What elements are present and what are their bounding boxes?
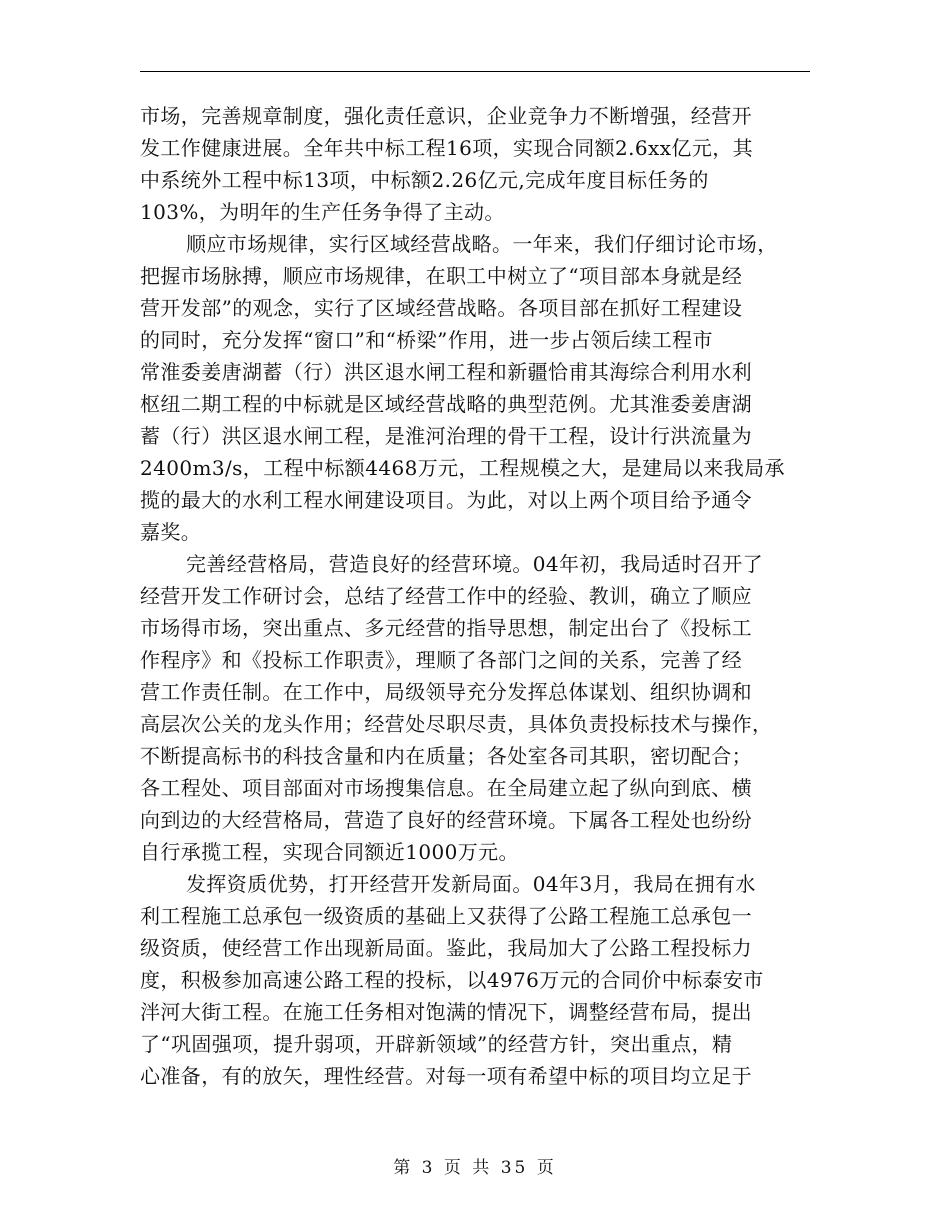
header-rule [140,71,810,72]
text-line: 作程序》和《投标工作职责》，理顺了各部门之间的关系，完善了经 [140,648,742,672]
page-number-footer: 第 3 页 共 35 页 [393,1158,557,1178]
text-line: 市场，完善规章制度，强化责任意识，企业竞争力不断增强，经营开 [140,104,752,128]
text-line: 向到边的大经营格局，营造了良好的经营环境。下属各工程处也纷纷 [140,808,752,832]
text-line: 泮河大街工程。在施工任务相对饱满的情况下，调整经营布局，提出 [140,1000,752,1024]
text-line: 揽的最大的水利工程水闸建设项目。为此，对以上两个项目给予通令 [140,488,752,512]
text-line: 利工程施工总承包一级资质的基础上又获得了公路工程施工总承包一 [140,904,752,928]
text-line: 高层次公关的龙头作用；经营处尽职尽责，具体负责投标技术与操作， [140,712,773,736]
paragraph-start-line: 发挥资质优势，打开经营开发新局面。04年3月，我局在拥有水 [186,872,756,896]
text-line: 枢纽二期工程的中标就是区域经营战略的典型范例。尤其淮委姜唐湖 [140,392,752,416]
text-line: 的同时，充分发挥“窗口”和“桥梁”作用，进一步占领后续工程市 [140,328,713,352]
text-line: 发工作健康进展。全年共中标工程16项，实现合同额2.6xx亿元，其 [140,136,754,160]
text-line: 103%，为明年的生产任务争得了主动。 [140,200,505,224]
text-line: 营工作责任制。在工作中，局级领导充分发挥总体谋划、组织协调和 [140,680,752,704]
text-line: 不断提高标书的科技含量和内在质量；各处室各司其职，密切配合； [140,744,752,768]
text-line: 自行承揽工程，实现合同额近1000万元。 [140,840,519,864]
text-line: 市场得市场，突出重点、多元经营的指导思想，制定出台了《投标工 [140,616,752,640]
text-line: 常淮委姜唐湖蓄（行）洪区退水闸工程和新疆恰甫其海综合利用水利 [140,360,752,384]
text-line: 心准备，有的放矢，理性经营。对每一项有希望中标的项目均立足于 [140,1064,752,1088]
text-line: 了“巩固强项，提升弱项，开辟新领域”的经营方针，突出重点，精 [140,1032,733,1056]
paragraph-start-line: 顺应市场规律，实行区域经营战略。一年来，我们仔细讨论市场， [186,232,778,256]
text-line: 各工程处、项目部面对市场搜集信息。在全局建立起了纵向到底、横 [140,776,752,800]
text-line: 中系统外工程中标13项，中标额2.26亿元,完成年度目标任务的 [140,168,709,192]
text-line: 级资质，使经营工作出现新局面。鉴此，我局加大了公路工程投标力 [140,936,752,960]
text-line: 营开发部”的观念，实行了区域经营战略。各项目部在抓好工程建设 [140,296,743,320]
text-line: 2400m3/s，工程中标额4468万元，工程规模之大，是建局以来我局承 [140,456,785,480]
body-text [140,100,810,1092]
text-line: 把握市场脉搏，顺应市场规律，在职工中树立了“项目部本身就是经 [140,264,743,288]
text-line: 蓄（行）洪区退水闸工程，是淮河治理的骨干工程，设计行洪流量为 [140,424,752,448]
text-line: 经营开发工作研讨会，总结了经营工作中的经验、教训，确立了顺应 [140,584,752,608]
paragraph-start-line: 完善经营格局，营造良好的经营环境。04年初，我局适时召开了 [186,552,764,576]
text-line: 嘉奖。 [140,520,202,544]
text-line: 度，积极参加高速公路工程的投标，以4976万元的合同价中标泰安市 [140,968,764,992]
